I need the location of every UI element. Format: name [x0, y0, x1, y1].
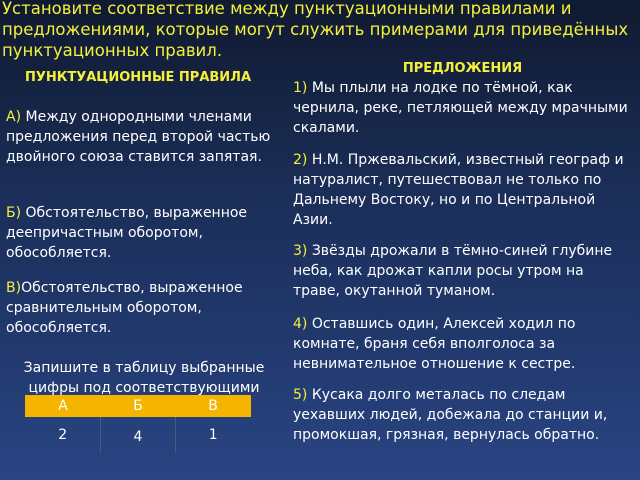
sentence-1-key: 1)	[293, 80, 308, 96]
task-title: Установите соответствие между пунктуационными правилами и предложениями, которые могут служить примерами для приведённых пунктуационных правил.	[2, 0, 629, 60]
answer-header-a: А	[26, 396, 101, 417]
sentence-2	[293, 150, 633, 230]
answer-table	[25, 395, 251, 452]
sentence-4	[293, 314, 633, 374]
sentence-3	[293, 241, 633, 301]
rule-a	[6, 107, 282, 167]
answer-header-c: В	[176, 396, 251, 417]
sentence-3-text: Звёзды дрожали в тёмно-синей глубине неба, как дрожат капли росы утром на траве, окутанной туманом.	[293, 243, 613, 299]
rule-c	[6, 278, 282, 338]
sentence-5	[293, 385, 633, 445]
answer-header-b: Б	[101, 396, 176, 417]
sentence-2-text: Н.М. Пржевальский, известный географ и натуралист, путешествовал не только по Дальнему Востоку, но и по Центральной Азии.	[293, 152, 624, 228]
rule-c-text: Обстоятельство, выраженное сравнительным оборотом, обособляется.	[6, 280, 243, 336]
sentence-3-key: 3)	[293, 243, 308, 259]
rule-b-key: Б)	[6, 205, 22, 221]
sentence-1-text: Мы плыли на лодке по тёмной, как чернила, реке, петляющей между мрачными скалами.	[293, 80, 628, 136]
rule-b-text: Обстоятельство, выраженное деепричастным оборотом, обособляется.	[6, 205, 248, 261]
sentence-5-key: 5)	[293, 387, 308, 403]
rule-c-key: В)	[6, 280, 22, 296]
answer-cell-c[interactable]: 1	[208, 426, 218, 443]
rules-header: ПУНКТУАЦИОННЫЕ ПРАВИЛА	[24, 70, 252, 85]
sentence-2-key: 2)	[293, 152, 308, 168]
sentence-5-text: Кусака долго металась по следам уехавших людей, добежала до станции и, промокшая, грязная, вернулась обратно.	[293, 387, 608, 443]
sentence-1	[293, 78, 633, 138]
sentences-header: ПРЕДЛОЖЕНИЯ	[402, 61, 523, 76]
rule-b	[6, 203, 282, 263]
sentence-4-key: 4)	[293, 316, 308, 332]
rule-a-key: А)	[6, 109, 22, 125]
instruction-text: Запишите в таблицу выбранные цифры под соответствующими	[23, 360, 265, 396]
answer-cell-a[interactable]: 2	[26, 417, 101, 453]
answer-cell-b[interactable]: 4	[101, 417, 176, 453]
sentence-4-text: Оставшись один, Алексей ходил по комнате, браня себя вполголоса за невнимательное отношение к сестре.	[293, 316, 576, 372]
rule-a-text: Между однородными членами предложения перед второй частью двойного союза ставится запятая.	[6, 109, 271, 165]
